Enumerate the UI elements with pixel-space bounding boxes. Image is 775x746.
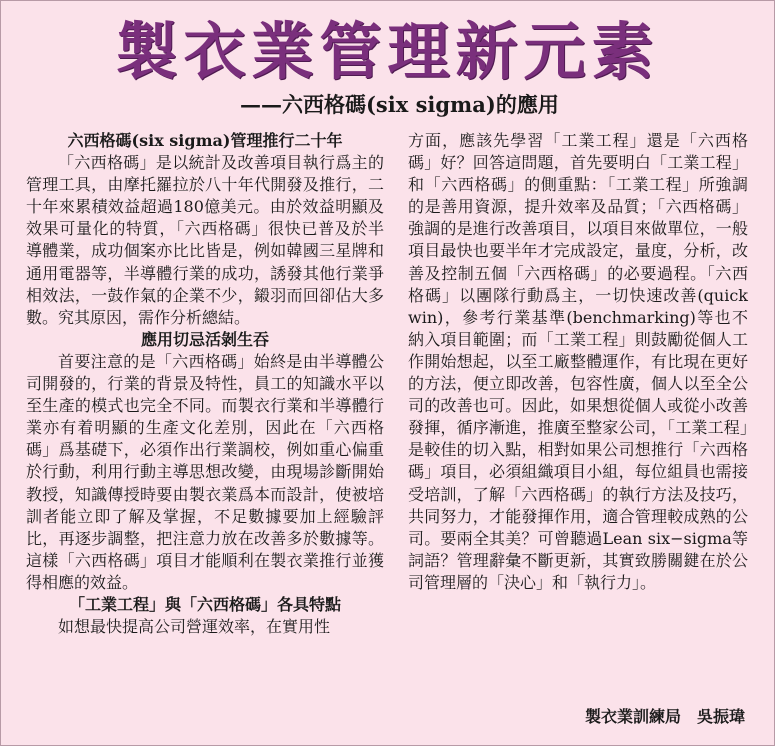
section-heading: 六西格碼(six sigma)管理推行二十年 [67, 131, 343, 150]
section-paragraph: 「六西格碼」是以統計及改善項目執行爲主的管理工具，由摩托羅拉於八十年代開發及推行，二十年來累積效益超過180億美元。由於效益明顯及效果可量化的特質，「六西格碼」很快已普及於半導體業，成功個案亦比比皆是，例如韓國三星牌和通用電器等，半導體行業的成功，誘發其他行業爭相效法，一鼓作氣的企業不少，鎩羽而回卻佔大多數。究其原因，需作分析總結。 [26, 153, 384, 327]
section-heading: 「工業工程」與「六西格碼」各具特點 [68, 594, 341, 614]
section-paragraph: 如想最快提高公司營運效率，在實用性 [58, 617, 331, 637]
right-column [408, 130, 748, 594]
right-column-paragraph: 方面，應該先學習「工業工程」還是「六西格碼」好？回答這問題，首先要明白「工業工程」和「六西格碼」的側重點：「工業工程」所強調的是善用資源，提升效率及品質；「六西格碼」強調的是進行改善項目，以項目來做單位，一般項目最快也要半年才完成設定，量度，分析，改善及控制五個「六西格碼」的必要過程。「六西格碼」以團隊行動爲主，一切快速改善(quick win)，參考行業基準(benchmarking)等也不納入項目範圍；而「工業工程」則鼓勵從個人工作開始想起，以至工廠整體運作，有比現在更好的方法，便立即改善，包容性廣，個人以至全公司的改善也可。因此，如果想從個人或從小改善發揮，循序漸進，推廣至整家公司，「工業工程」是較佳的切入點，相對如果公司想推行「六西格碼」項目，必須組織項目小組，每位組員也需接受培訓，了解「六西格碼」的執行方法及技巧，共同努力，才能發揮作用，適合管理較成熟的公司。要兩全其美？可曾聽過Lean six−sigma等詞語？管理辭彙不斷更新，其實致勝關鍵在於公司管理層的「決心」和「執行力」。 [408, 131, 748, 592]
article-subtitle: ——六西格碼(six sigma)的應用 [240, 92, 559, 117]
section-heading: 應用切忌活剝生吞 [140, 329, 269, 349]
author-byline: 製衣業訓練局 吳振瑋 [584, 707, 745, 726]
left-column [26, 130, 384, 638]
section-paragraph: 首要注意的是「六西格碼」始終是由半導體公司開發的，行業的背景及特性，員工的知識水平以至生產的模式也完全不同。而製衣行業和半導體行業亦有着明顯的生產文化差別，因此在「六西格碼」爲基礎下，必須作出行業調校，例如重心偏重於行動，利用行動主導思想改變，由現場診斷開始教授，知識傳授時要由製衣業爲本而設計，使被培訓者能立即了解及掌握，不足數據要加上經驗評比，再逐步調整，把注意力放在改善多於數據等。這樣「六西格碼」項目才能順利在製衣業推行並獲得相應的效益。 [26, 351, 384, 592]
article-title: 製衣業管理新元素 [115, 15, 660, 88]
